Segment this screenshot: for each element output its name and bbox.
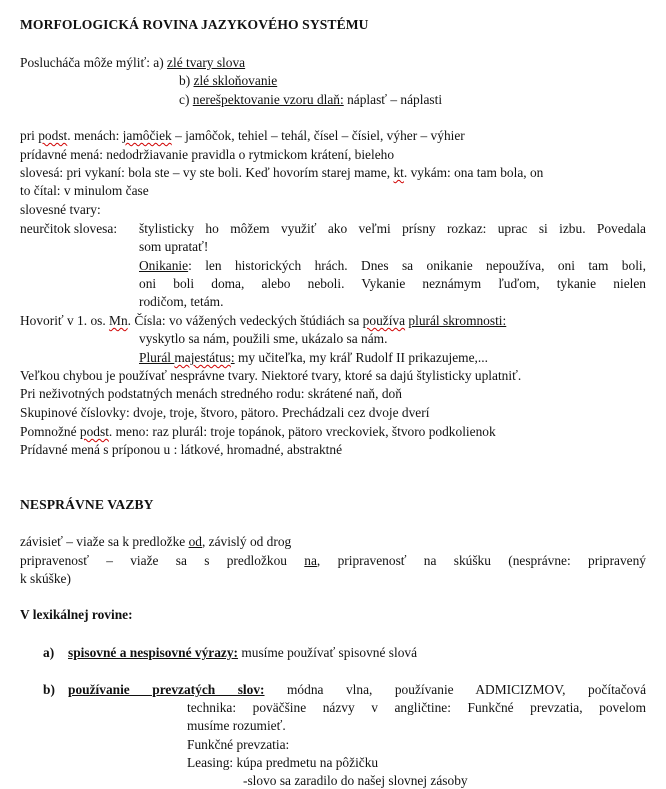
- plural-maj-label: Plurál: [139, 350, 175, 365]
- plural-line-1: [20, 312, 506, 329]
- lexical-item-b-line-5: Leasing: kúpa predmetu na pôžičku: [187, 755, 379, 770]
- intro-label-c: c): [179, 92, 193, 107]
- plural-skromnosti: plurál skromnosti:: [408, 313, 507, 328]
- section-lexikalna-title: V lexikálnej rovine:: [20, 607, 133, 622]
- vazby-na: na: [304, 553, 317, 568]
- verbs-text-2: . vykám: ona tam bola, on: [403, 165, 544, 180]
- verbs-line-1: [20, 164, 543, 181]
- misc-line-5: Prídavné mená s príponou u : látkové, hromadné, abstraktné: [20, 442, 343, 457]
- lexical-item-a: [68, 644, 417, 661]
- adjectives-line: prídavné mená: nedodržiavanie pravidla o rytmickom krátení, bieleho: [20, 147, 395, 162]
- onikanie-line-3: rodičom, tetám.: [139, 294, 224, 309]
- verbs-kt: kt: [393, 165, 404, 180]
- onikanie-line-1: [139, 257, 646, 274]
- nouns-podst: podst: [38, 128, 68, 143]
- infinitive-label: neurčitok slovesa:: [20, 221, 118, 236]
- plural-line-2: vyskytlo sa nám, použili sme, ukázalo sa nám.: [139, 331, 388, 346]
- misc-text-4b: . meno: raz plurál: troje topánok, pätoro vreckoviek, štvoro podkolienok: [108, 424, 496, 439]
- lexical-item-b-line-3: musíme rozumieť.: [187, 718, 286, 733]
- intro-item-a: zlé tvary slova: [167, 55, 246, 70]
- lexical-item-b-line-1: [68, 681, 646, 698]
- onikanie-line-2: oni boli doma, alebo neboli. Vykanie neznámym ľuďom, tykanie nielen: [139, 276, 646, 291]
- intro-item-c: nerešpektovanie vzoru dlaň:: [192, 92, 344, 107]
- nouns-line: [20, 127, 465, 144]
- list-marker-a: a): [43, 645, 55, 660]
- plural-text-1: Hovoriť v 1. os.: [20, 313, 110, 328]
- misc-line-4: [20, 423, 496, 440]
- vazby-text-1: závisieť – viaže sa k predložke: [20, 534, 189, 549]
- onikanie-text-1: : len historických hrách. Dnes sa onikanie nepoužíva, oni tam boli,: [188, 258, 646, 273]
- plural-text-2: . Čísla: vo vážených vedeckých štúdiách sa: [127, 313, 363, 328]
- infinitive-line-2: som upratať!: [139, 239, 209, 254]
- onikanie-term: Onikanie: [139, 258, 189, 273]
- vazby-line-1: [20, 533, 291, 550]
- page-title: MORFOLOGICKÁ ROVINA JAZYKOVÉHO SYSTÉMU: [20, 17, 369, 32]
- misc-line-2: Pri neživotných podstatných menách stredného rodu: skrátené naň, doň: [20, 386, 402, 401]
- nouns-text-1: pri: [20, 128, 39, 143]
- vazby-line-2: [20, 552, 646, 569]
- infinitive-line-1: štylisticky ho môžem využiť ako veľmi prísny rozkaz: uprac si izbu. Povedala: [139, 221, 646, 236]
- plural-pouziva: používa: [362, 313, 406, 328]
- vazby-text-3: pripravenosť – viaže sa s predložkou: [20, 553, 305, 568]
- lexical-item-a-heading: spisovné a nespisovné výrazy:: [68, 645, 238, 660]
- nouns-text-2: . menách:: [67, 128, 123, 143]
- vazby-text-4: , pripravenosť na skúšku (nesprávne: pripravený: [316, 553, 646, 568]
- lexical-item-b-text: módna vlna, používanie ADMICIZMOV, počítačová: [264, 682, 647, 697]
- vazby-line-3: k skúške): [20, 571, 71, 586]
- plural-maj-rest: my učiteľka, my kráľ Rudolf II prikazujeme,...: [234, 350, 488, 365]
- misc-line-1: Veľkou chybou je používať nesprávne tvary. Niektoré tvary, ktoré sa dajú štylisticky uplatniť.: [20, 368, 522, 383]
- plural-majestatus-line: [139, 349, 488, 366]
- vazby-text-2: , závislý od drog: [201, 534, 292, 549]
- intro-item-c-rest: náplasť – náplasti: [343, 92, 443, 107]
- intro-lead: Poslucháča môže mýliť: a): [20, 55, 168, 70]
- misc-line-3: Skupinové číslovky: dvoje, troje, štvoro, pätoro. Prechádzali cez dvoje dverí: [20, 405, 430, 420]
- plural-majestatus: majestátus: [174, 350, 231, 365]
- lexical-item-b-line-2: technika: poväčšine názvy v angličtine: Funkčné prevzatia, povelom: [187, 700, 646, 715]
- intro-line-c: [179, 91, 442, 108]
- intro-line-a: [20, 54, 245, 71]
- misc-podst: podst: [79, 424, 109, 439]
- lexical-item-b-heading: používanie prevzatých slov:: [68, 682, 265, 697]
- intro-label-b: b): [179, 73, 194, 88]
- section-nespravne-vazby-title: NESPRÁVNE VAZBY: [20, 497, 154, 512]
- verbs-text-1: slovesá: pri vykaní: bola ste – vy ste boli. Keď hovorím starej mame,: [20, 165, 394, 180]
- lexical-item-a-text: musíme používať spisovné slová: [238, 645, 418, 660]
- lexical-item-b-line-6: -slovo sa zaradilo do našej slovnej zásoby: [243, 773, 468, 788]
- intro-item-b: zlé skloňovanie: [193, 73, 278, 88]
- intro-line-b: [179, 72, 277, 89]
- misc-text-4a: Pomnožné: [20, 424, 80, 439]
- lexical-item-b-line-4: Funkčné prevzatia:: [187, 737, 290, 752]
- verb-forms-line: slovesné tvary:: [20, 202, 101, 217]
- nouns-jamociek: jamôčiek: [122, 128, 172, 143]
- list-marker-b: b): [43, 682, 55, 697]
- verbs-line-2: to čítal: v minulom čase: [20, 183, 149, 198]
- vazby-od: od: [188, 534, 202, 549]
- nouns-text-3: – jamôčok, tehiel – tehál, čísel – čísiel, výher – výhier: [171, 128, 465, 143]
- plural-maj-colon: :: [230, 350, 235, 365]
- plural-mn: Mn: [109, 313, 128, 328]
